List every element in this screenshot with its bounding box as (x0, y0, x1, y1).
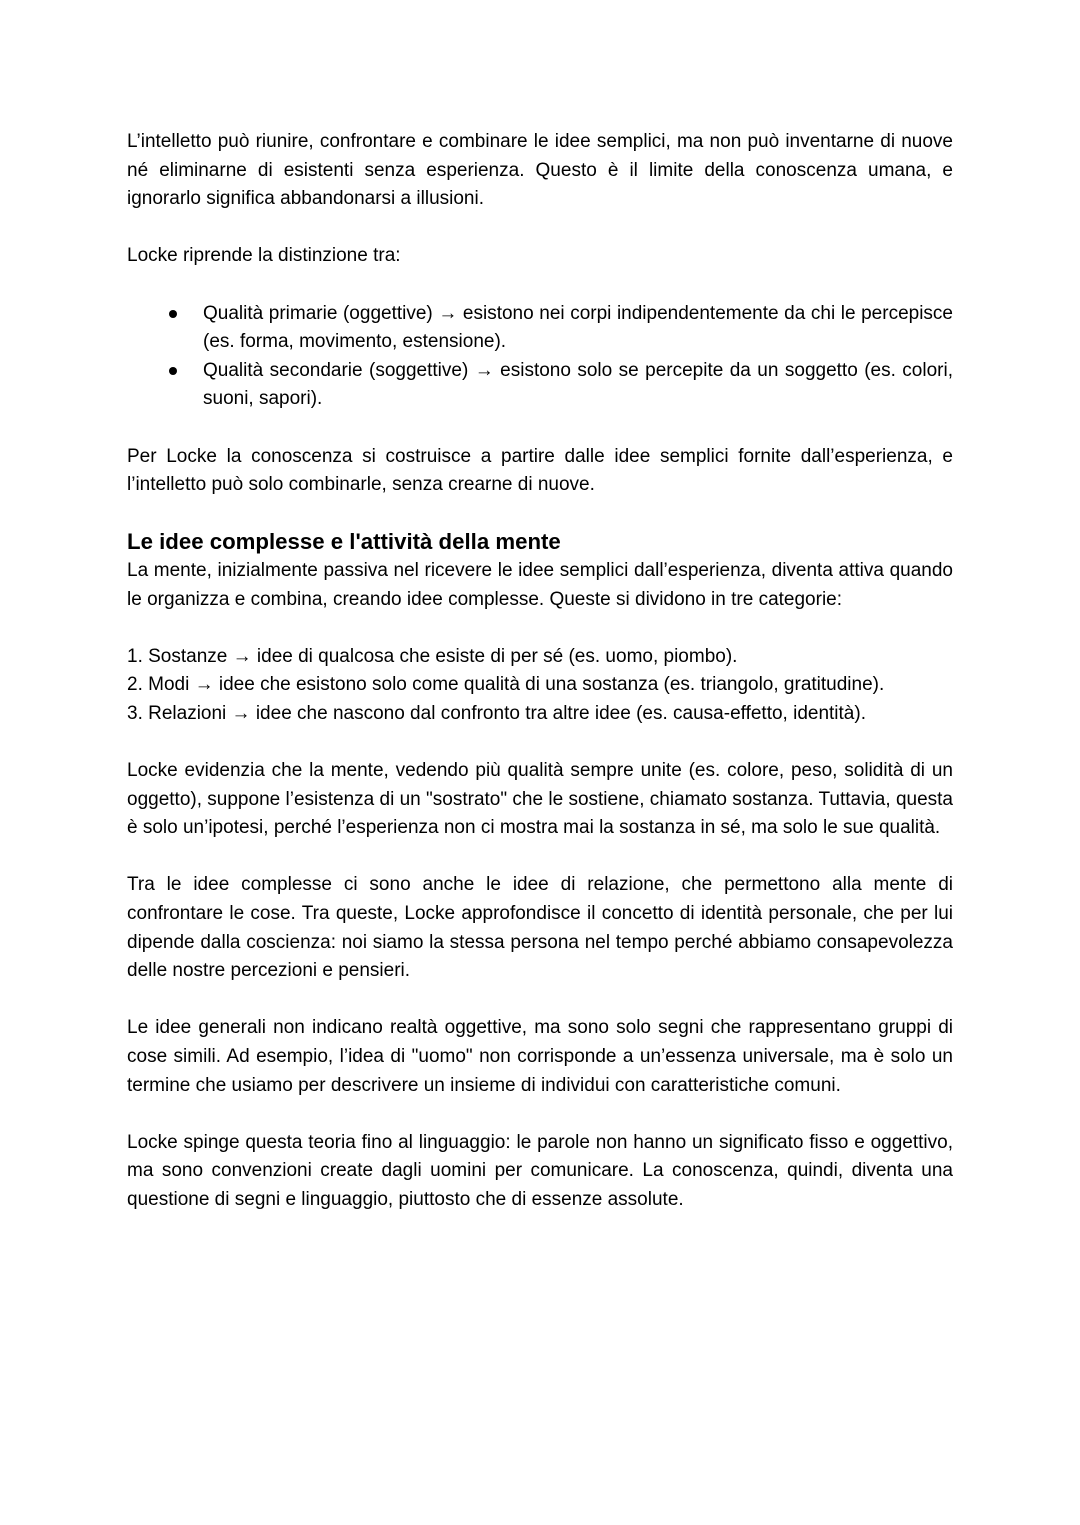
numbered-item-relazioni: 3. Relazioni → idee che nascono dal confronto tra altre idee (es. causa-effetto, identità). (127, 702, 866, 724)
bullet-item-text: Qualità primarie (oggettive) → esistono nei corpi indipendentemente da chi le percepisce (es. forma, movimento, estensione). (203, 302, 953, 353)
paragraph-sostrato: Locke evidenzia che la mente, vedendo più qualità sempre unite (es. colore, peso, solidità di un oggetto), suppone l’esistenza di un "sostrato" che le sostiene, chiamato sostanza. Tuttavia, questa è solo un’ipotesi, perché l’esperienza non ci mostra mai la sostanza in sé, ma solo le sue qualità. (127, 760, 953, 839)
numbered-item-sostanze: 1. Sostanze → idee di qualcosa che esiste di per sé (es. uomo, piombo). (127, 645, 738, 667)
numbered-list (127, 643, 953, 729)
paragraph-intelletto: L’intelletto può riunire, confrontare e combinare le idee semplici, ma non può inventarne di nuove né eliminarne di esistenti senza esperienza. Questo è il limite della conoscenza umana, e ignorarlo significa abbandonarsi a illusioni. (127, 131, 953, 210)
paragraph-linguaggio: Locke spinge questa teoria fino al linguaggio: le parole non hanno un significato fisso e oggettivo, ma sono convenzioni create dagli uomini per comunicare. La conoscenza, quindi, diventa una questione di segni e linguaggio, piuttosto che di essenze assolute. (127, 1131, 953, 1210)
section-heading-idee-complesse: Le idee complesse e l'attività della mente (127, 529, 561, 555)
bullet-dot-icon (169, 310, 177, 318)
bullet-item-text: Qualità secondarie (soggettive) → esistono solo se percepite da un soggetto (es. colori, suoni, sapori). (203, 359, 953, 410)
paragraph-per-locke: Per Locke la conoscenza si costruisce a partire dalle idee semplici fornite dall’esperienza, e l’intelletto può solo combinarle, senza crearne di nuove. (127, 445, 953, 496)
paragraph-idee-generali: Le idee generali non indicano realtà oggettive, ma sono solo segni che rappresentano gruppi di cose simili. Ad esempio, l’idea di "uomo" non corrisponde a un’essenza universale, ma è solo un termine che usiamo per descrivere un insieme di individui con caratteristiche comuni. (127, 1017, 953, 1096)
bullet-item-qualita-secondarie (203, 357, 953, 414)
qualities-bullet-list (127, 300, 953, 414)
bullet-item-qualita-primarie (203, 300, 953, 357)
numbered-item-modi: 2. Modi → idee che esistono solo come qualità di una sostanza (es. triangolo, gratitudine). (127, 674, 885, 696)
paragraph-la-mente: La mente, inizialmente passiva nel ricevere le idee semplici dall’esperienza, diventa attiva quando le organizza e combina, creando idee complesse. Queste si dividono in tre categorie: (127, 559, 953, 610)
bullet-dot-icon (169, 367, 177, 375)
paragraph-distinzione: Locke riprende la distinzione tra: (127, 245, 401, 267)
paragraph-idee-relazione: Tra le idee complesse ci sono anche le idee di relazione, che permettono alla mente di confrontare le cose. Tra queste, Locke approfondisce il concetto di identità personale, che per lui dipende dalla coscienza: noi siamo la stessa persona nel tempo perché abbiamo consapevolezza delle nostre percezioni e pensieri. (127, 874, 953, 982)
